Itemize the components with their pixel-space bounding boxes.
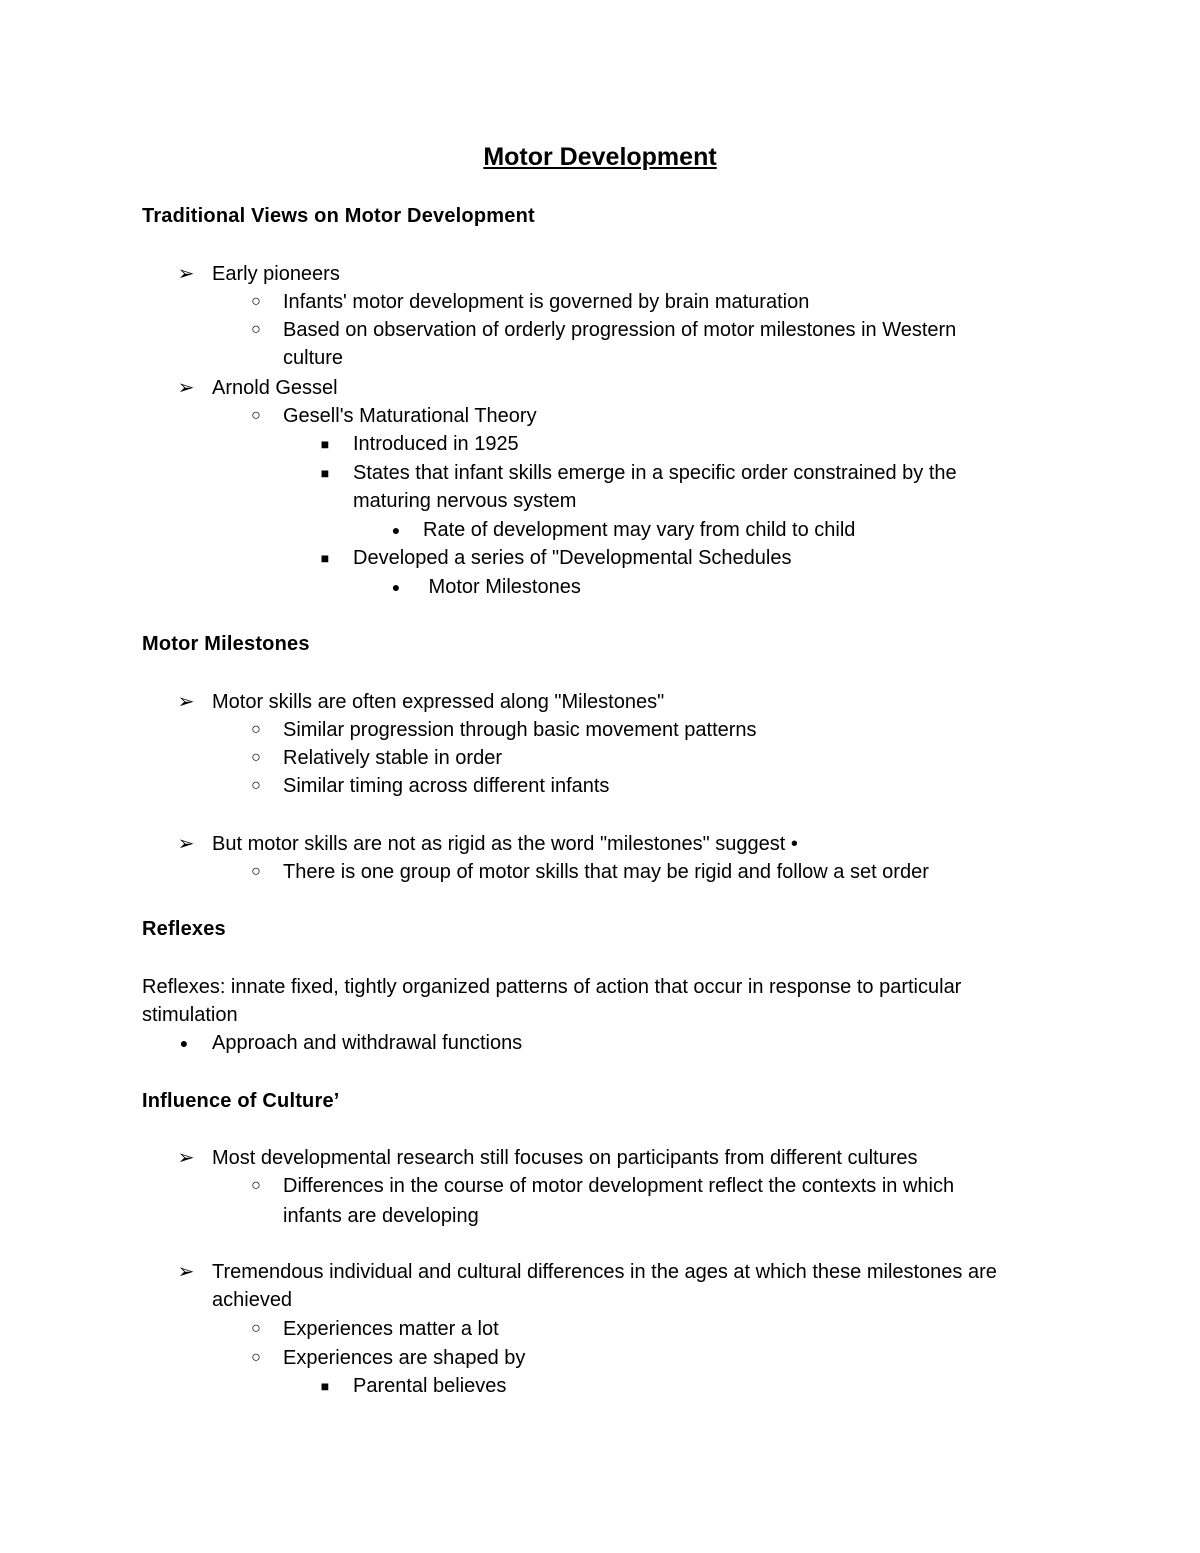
list-item: There is one group of motor skills that may be rigid and follow a set order bbox=[283, 861, 929, 883]
arrow-bullet-icon: ➢ bbox=[177, 1261, 195, 1283]
arrow-bullet-icon: ➢ bbox=[177, 1147, 195, 1169]
list-item: States that infant skills emerge in a specific order constrained by the bbox=[353, 462, 957, 484]
circle-bullet-icon: ○ bbox=[251, 1349, 261, 1366]
section-heading-reflexes: Reflexes bbox=[142, 918, 226, 940]
circle-bullet-icon: ○ bbox=[251, 321, 261, 338]
list-item: Rate of development may vary from child to child bbox=[423, 519, 856, 541]
list-item: Based on observation of orderly progression of motor milestones in Western bbox=[283, 319, 957, 341]
list-item: Tremendous individual and cultural differences in the ages at which these milestones are bbox=[212, 1261, 997, 1283]
arrow-bullet-icon: ➢ bbox=[177, 263, 195, 285]
list-item-continuation: maturing nervous system bbox=[353, 490, 577, 512]
list-item: Introduced in 1925 bbox=[353, 433, 519, 455]
list-item: Motor skills are often expressed along "Milestones" bbox=[212, 691, 665, 713]
dot-bullet-icon: ● bbox=[391, 579, 401, 595]
dot-bullet-icon: ● bbox=[179, 1035, 189, 1051]
list-item: Similar progression through basic movement patterns bbox=[283, 719, 757, 741]
list-item: Experiences matter a lot bbox=[283, 1318, 499, 1340]
list-item: Relatively stable in order bbox=[283, 747, 502, 769]
circle-bullet-icon: ○ bbox=[251, 721, 261, 738]
dot-bullet-icon: ● bbox=[391, 522, 401, 538]
square-bullet-icon: ■ bbox=[320, 550, 330, 566]
paragraph-line: Reflexes: innate fixed, tightly organized patterns of action that occur in response to particular bbox=[142, 976, 962, 998]
page-title: Motor Development bbox=[483, 143, 717, 171]
list-item: Motor Milestones bbox=[423, 576, 581, 598]
list-item: Approach and withdrawal functions bbox=[212, 1032, 523, 1054]
list-item: Most developmental research still focuses on participants from different cultures bbox=[212, 1147, 918, 1169]
circle-bullet-icon: ○ bbox=[251, 749, 261, 766]
square-bullet-icon: ■ bbox=[320, 465, 330, 481]
circle-bullet-icon: ○ bbox=[251, 1320, 261, 1337]
list-item: Arnold Gessel bbox=[212, 377, 338, 399]
arrow-bullet-icon: ➢ bbox=[177, 377, 195, 399]
circle-bullet-icon: ○ bbox=[251, 1177, 261, 1194]
section-heading-milestones: Motor Milestones bbox=[142, 633, 310, 655]
section-heading-traditional: Traditional Views on Motor Development bbox=[142, 205, 535, 227]
section-heading-culture: Influence of Culture’ bbox=[142, 1090, 340, 1112]
circle-bullet-icon: ○ bbox=[251, 293, 261, 310]
list-item: Infants' motor development is governed by brain maturation bbox=[283, 291, 810, 313]
square-bullet-icon: ■ bbox=[320, 436, 330, 452]
list-item-continuation: achieved bbox=[212, 1289, 293, 1311]
list-item-continuation: infants are developing bbox=[283, 1205, 479, 1227]
arrow-bullet-icon: ➢ bbox=[177, 691, 195, 713]
list-item: But motor skills are not as rigid as the word "milestones" suggest • bbox=[212, 833, 798, 855]
list-item: Experiences are shaped by bbox=[283, 1347, 526, 1369]
arrow-bullet-icon: ➢ bbox=[177, 833, 195, 855]
list-item-continuation: culture bbox=[283, 347, 344, 369]
list-item: Gesell's Maturational Theory bbox=[283, 405, 537, 427]
list-item: Parental believes bbox=[353, 1375, 507, 1397]
circle-bullet-icon: ○ bbox=[251, 777, 261, 794]
list-item: Differences in the course of motor development reflect the contexts in which bbox=[283, 1175, 955, 1197]
paragraph-line: stimulation bbox=[142, 1004, 238, 1026]
list-item: Early pioneers bbox=[212, 263, 340, 285]
circle-bullet-icon: ○ bbox=[251, 407, 261, 424]
circle-bullet-icon: ○ bbox=[251, 863, 261, 880]
list-item: Similar timing across different infants bbox=[283, 775, 610, 797]
square-bullet-icon: ■ bbox=[320, 1378, 330, 1394]
list-item: Developed a series of "Developmental Schedules bbox=[353, 547, 792, 569]
